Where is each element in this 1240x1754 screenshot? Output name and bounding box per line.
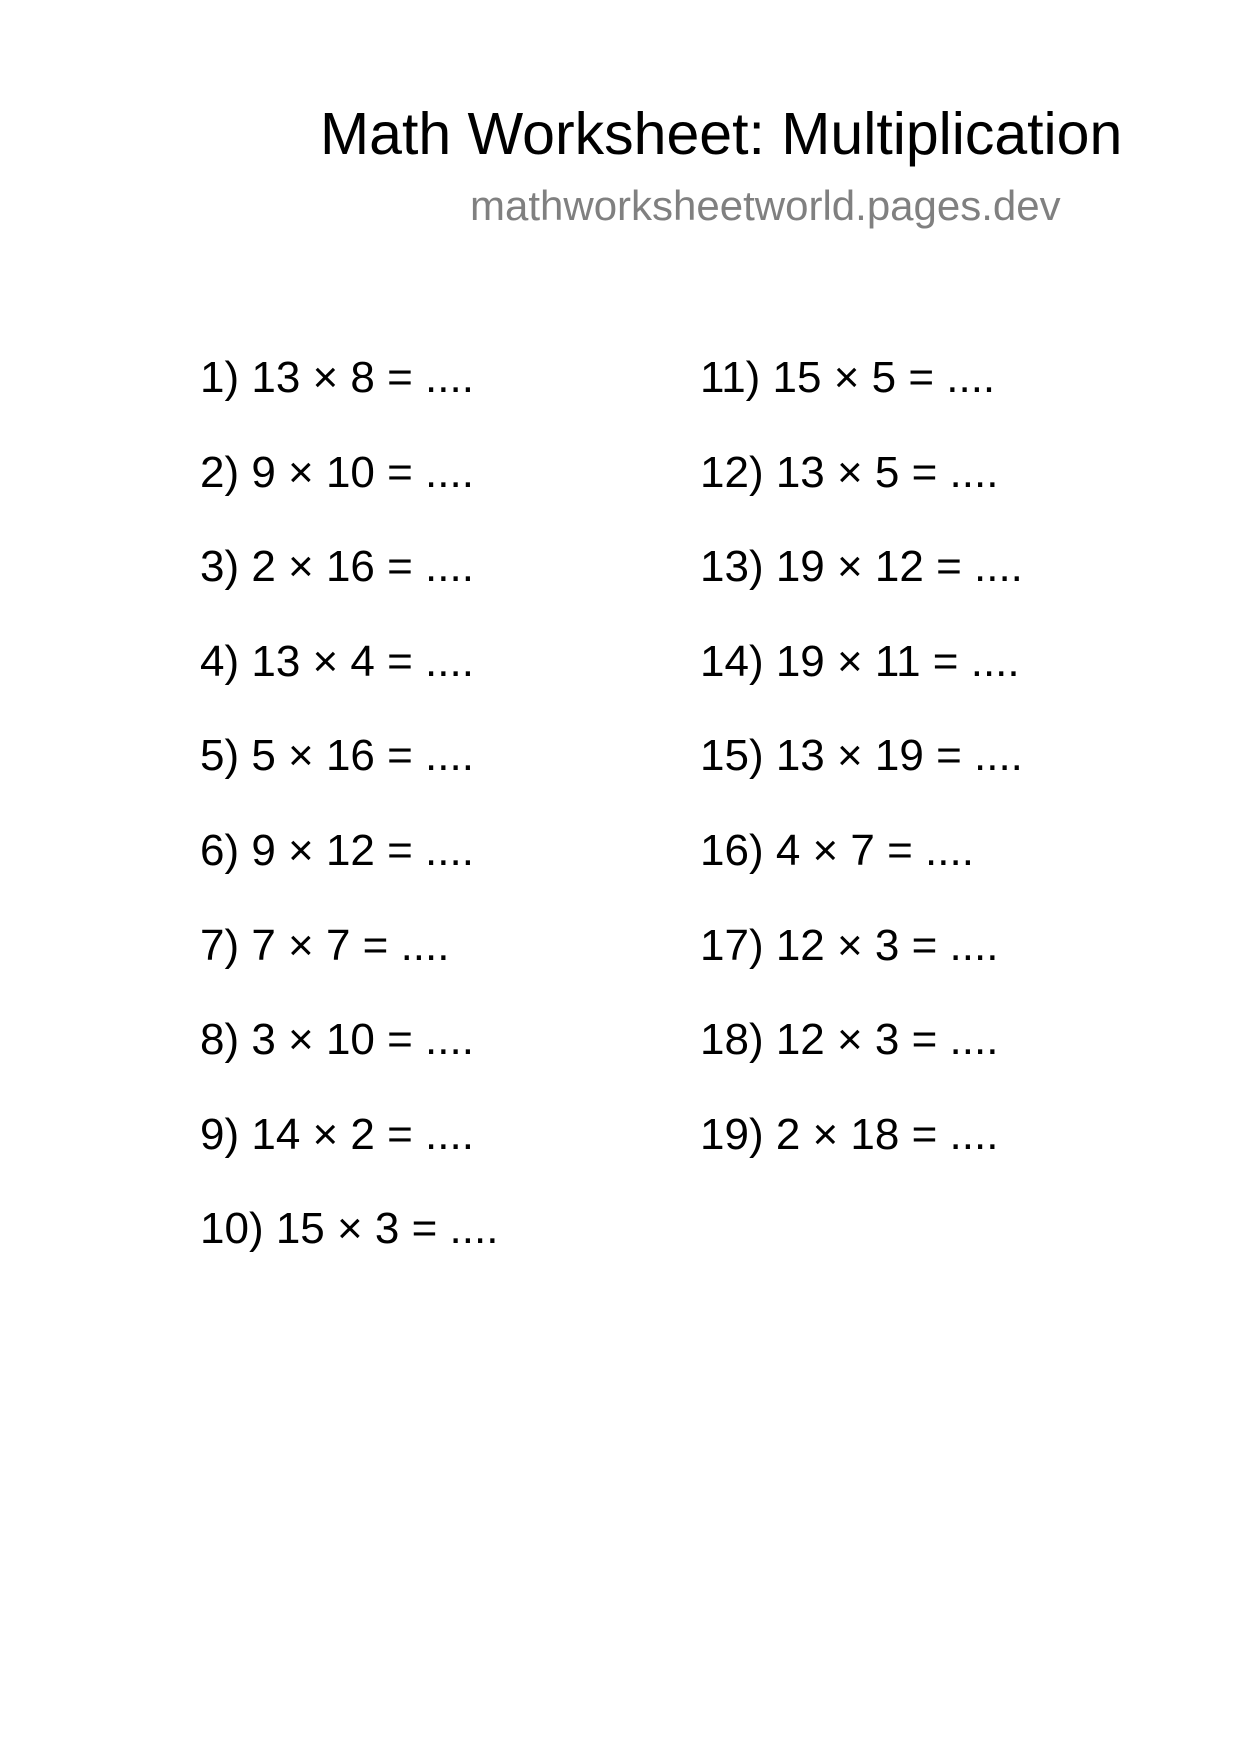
problem-item: 6) 9 × 12 = .... [200,826,474,875]
problem-item: 5) 5 × 16 = .... [200,731,474,780]
problem-item: 16) 4 × 7 = .... [700,826,974,875]
problem-item: 1) 13 × 8 = .... [200,353,474,402]
problem-item: 15) 13 × 19 = .... [700,731,1023,780]
problem-item: 2) 9 × 10 = .... [200,448,474,497]
problem-item: 7) 7 × 7 = .... [200,921,450,970]
problem-item: 3) 2 × 16 = .... [200,542,474,591]
problem-item: 4) 13 × 4 = .... [200,637,474,686]
problem-item: 8) 3 × 10 = .... [200,1015,474,1064]
page-title: Math Worksheet: Multiplication [320,101,1123,167]
problem-item: 9) 14 × 2 = .... [200,1110,474,1159]
problem-item: 11) 15 × 5 = .... [700,353,996,402]
problem-item: 18) 12 × 3 = .... [700,1015,999,1064]
problem-item: 17) 12 × 3 = .... [700,921,999,970]
problem-item: 19) 2 × 18 = .... [700,1110,999,1159]
site-url: mathworksheetworld.pages.dev [470,182,1061,229]
problem-item: 13) 19 × 12 = .... [700,542,1023,591]
problem-item: 10) 15 × 3 = .... [200,1204,499,1253]
problem-item: 14) 19 × 11 = .... [700,637,1020,686]
problem-item: 12) 13 × 5 = .... [700,448,999,497]
